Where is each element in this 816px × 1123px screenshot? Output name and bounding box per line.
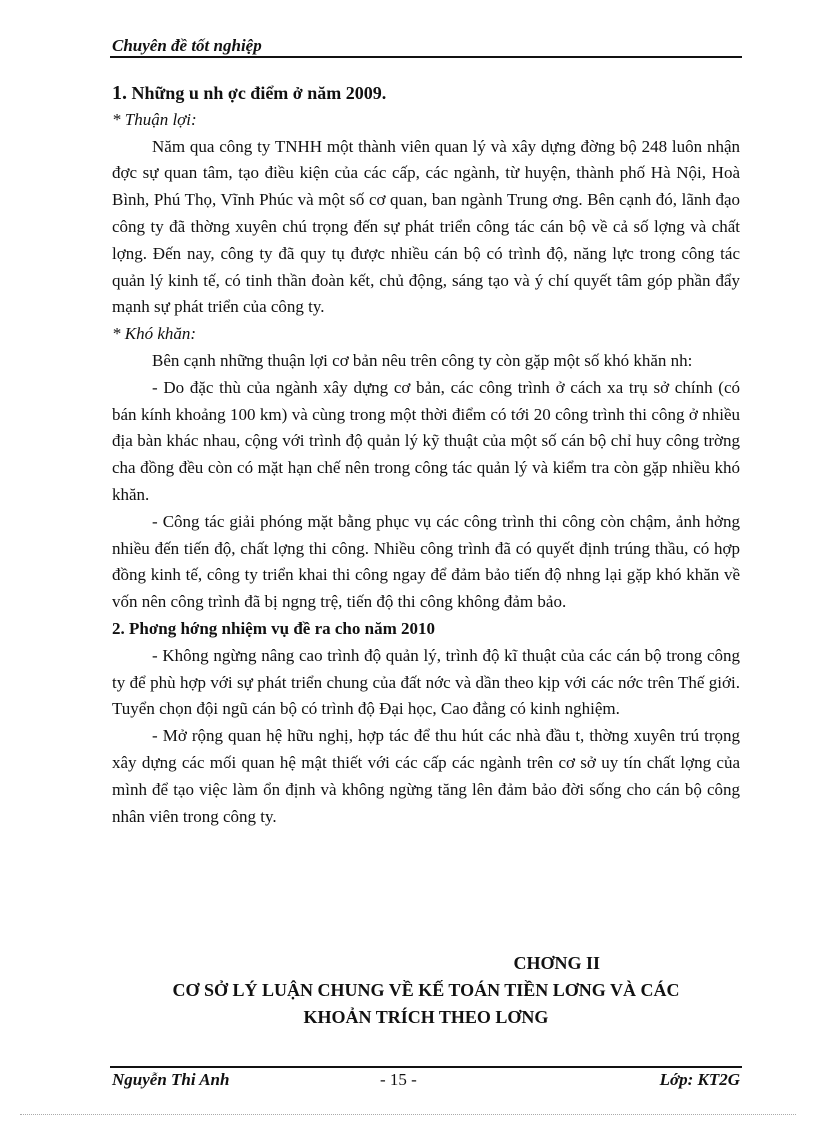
chapter-heading [112,950,740,1031]
difficulties-intro: Bên cạnh những thuận lợi cơ bản nêu trên công ty còn gặp một số khó khăn nh: [152,350,693,370]
plan-item-1: - Không ngừng nâng cao trình độ quản lý, trình độ kĩ thuật của các cán bộ trong công ty để phù hợp với sự phát triển chung của đất nớc và dần theo kịp với các nớc trên Thế giới. Tuyển chọn đội ngũ cán bộ có trình độ Đại học, Cao đẳng có kinh nghiệm. [112,645,740,719]
footer-class: Lớp: KT2G [659,1070,740,1089]
difficulty-item-2: - Công tác giải phóng mặt bằng phục vụ các công trình thi công còn chậm, ảnh hởng nhiều đến tiến độ, chất lợng thi công. Nhiều công trình đã có quyết định trúng thầu, có hợp đồng kinh tế, công ty triển khai thi công ngay để đảm bảo tiến độ nhng lại gặp khó khăn về vốn nên công trình đã bị ngng trệ, tiến độ thi công không đảm bảo. [112,511,740,612]
footer-author: Nguyễn Thi Anh [112,1070,230,1089]
advantages-label: * Thuận lợi: [112,109,197,129]
section1-number: 1. [112,82,127,104]
footer-page-number: - 15 - [380,1070,417,1089]
plan-item-2: - Mở rộng quan hệ hữu nghị, hợp tác để thu hút các nhà đầu t, thờng xuyên trú trọng xây dựng các mối quan hệ mật thiết với các cấp các ngành trên cơ sở uy tín chất lợng của mình để tạo việc làm ổn định và không ngừng tăng lên đảm bảo đời sống cho cán bộ công nhân viên trong công ty. [112,726,740,826]
header-rule [110,56,742,58]
footer-rule [110,1066,742,1068]
section1-heading [112,80,740,107]
header-title: Chuyên đề tốt nghiệp [112,36,262,55]
page-edge-divider [20,1114,796,1115]
section1-heading-text: Những u nh ợc điểm ở năm 2009. [131,83,387,103]
difficulties-label: * Khó khăn: [112,324,197,344]
chapter-title-line-2: KHOẢN TRÍCH THEO LƠNG [303,1007,549,1027]
chapter-number: CHƠNG II [513,953,600,973]
document-body [112,80,740,830]
chapter-title-line-1: CƠ SỞ LÝ LUẬN CHUNG VỀ KẾ TOÁN TIỀN LƠNG VÀ CÁC [172,980,680,1000]
section2-heading: 2. Phơng hớng nhiệm vụ đề ra cho năm 2010 [112,618,435,638]
difficulty-item-1: - Do đặc thù của ngành xây dựng cơ bản, các công trình ở cách xa trụ sở chính (có bán kính khoảng 100 km) và cùng trong một thời điểm có tới 20 công trình thi công ở nhiều địa bàn khác nhau, cộng với trình độ quản lý kỹ thuật của một số cán bộ chỉ huy công trờng cha đồng đều còn có mặt hạn chế nên trong công tác quản lý và kiểm tra còn gặp nhiều khó khăn. [112,377,740,504]
advantages-paragraph: Năm qua công ty TNHH một thành viên quan lý và xây dựng đờng bộ 248 luôn nhận đợc sự quan tâm, tạo điều kiện của các cấp, các ngành, từ huyện, thành phố Hà Nội, Hoà Bình, Phú Thọ, Vĩnh Phúc và một số cơ quan, ban ngành Trung ơng. Bên cạnh đó, lãnh đạo công ty đã thờng xuyên chú trọng đến sự phát triển công tác cán bộ về cả số lợng và chất lợng. Đến nay, công ty đã quy tụ được nhiều cán bộ có trình độ, năng lực trong công tác quản lý kinh tế, có tinh thần đoàn kết, chủ động, sáng tạo và ý chí quyết tâm góp phần đẩy mạnh sự phát triển của công ty. [112,136,740,317]
